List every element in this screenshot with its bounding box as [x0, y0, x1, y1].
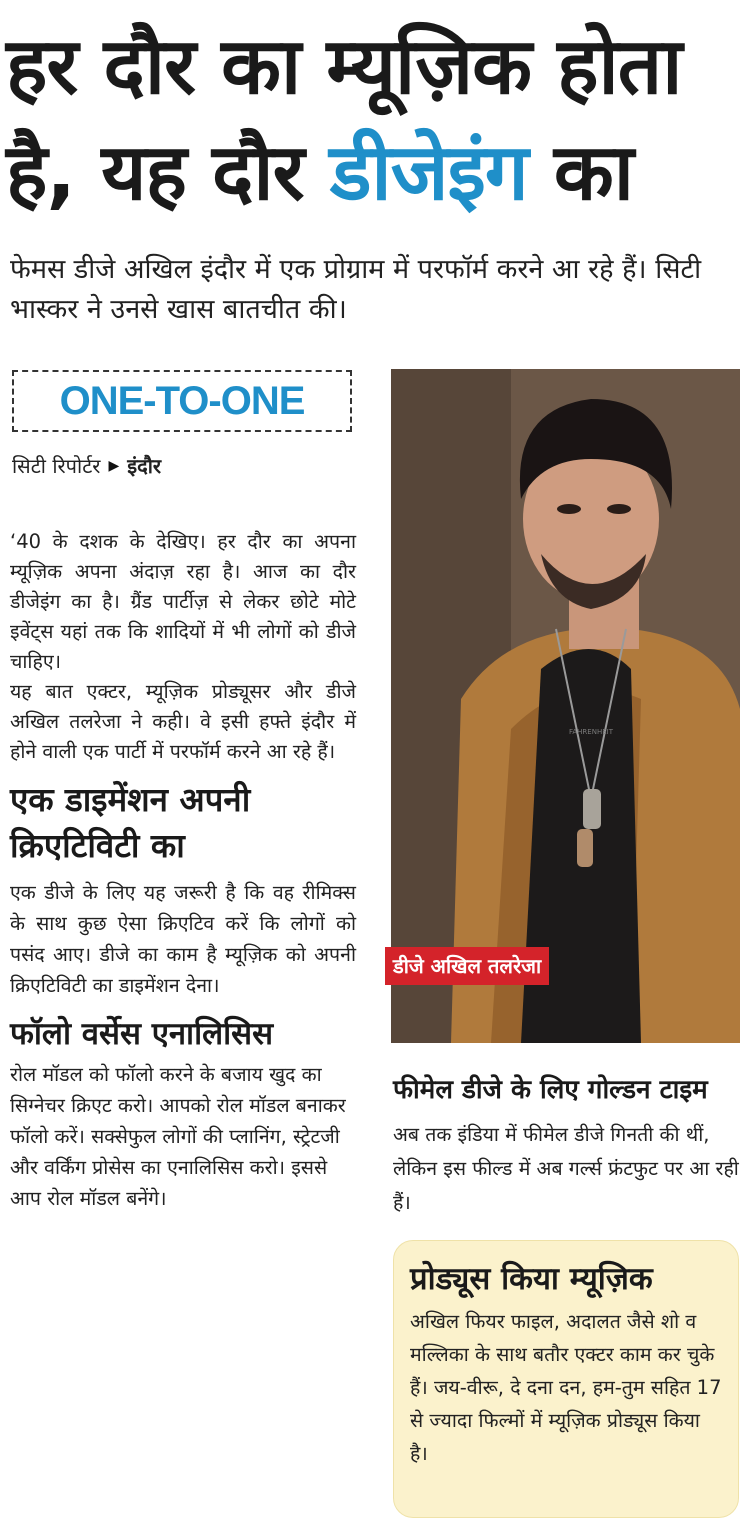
- dj-portrait-illustration: [391, 369, 740, 1043]
- play-arrow-icon: ▶: [108, 457, 120, 474]
- box-paragraph: अखिल फियर फाइल, अदालत जैसे शो व मल्लिका के साथ बतौर एक्टर काम कर चुके हैं। जय-वीरू, दे दना दन, हम-तुम सहित 17 से ज्यादा फिल्मों में म्यूज़िक प्रोड्यूस किया है।: [410, 1310, 722, 1465]
- headline-accent: डीजेइंग: [329, 128, 528, 218]
- byline-reporter: सिटी रिपोर्टर: [12, 454, 101, 478]
- body-paragraph-3: एक डीजे के लिए यह जरूरी है कि वह रीमिक्स के साथ कुछ ऐसा क्रिएटिव करें कि लोगों को पसंद आए। डीजे का काम है म्यूज़िक को अपनी क्रिएटिविटी का डाइमेंशन देना।: [10, 881, 356, 997]
- box-subhead: प्रोड्यूस किया म्यूज़िक: [410, 1261, 653, 1297]
- body-paragraph-1: ‘40 के दशक के देखिए। हर दौर का अपना म्यूज़िक अपना अंदाज़ रहा है। आज का दौर डीजेइंग का है। ग्रैंड पार्टीज़ से लेकर छोटे मोटे इवेंट्स यहां तक कि शादियों में भी लोगों को डीजे चाहिए।: [10, 530, 356, 673]
- right-paragraph: अब तक इंडिया में फीमेल डीजे गिनती की थीं, लेकिन इस फील्ड में अब गर्ल्स फ्रंटफुट पर आ रही हैं।: [393, 1123, 739, 1214]
- subhead-female-dj: फीमेल डीजे के लिए गोल्डन टाइम: [393, 1075, 708, 1105]
- headline-line1: हर दौर का म्यूज़िक होता: [6, 22, 682, 112]
- headline-line2-b: का: [527, 128, 633, 218]
- left-column: [10, 527, 356, 1214]
- byline: [12, 452, 161, 479]
- byline-city: इंदौर: [127, 454, 162, 478]
- subhead-dimension: एक डाइमेंशन अपनी क्रिएटिविटी का: [10, 780, 251, 865]
- photo-caption: डीजे अखिल तलरेजा: [385, 947, 549, 985]
- body-paragraph-2: यह बात एक्टर, म्यूज़िक प्रोड्यूसर और डीजे अखिल तलरेजा ने कही। वे इसी हफ्ते इंदौर में होने वाली एक पार्टी में परफॉर्म करने आ रहे हैं।: [10, 680, 356, 763]
- body-paragraph-4: रोल मॉडल को फॉलो करने के बजाय खुद का सिग्नेचर क्रिएट करो। आपको रोल मॉडल बनाकर फॉलो करें। सक्सेफुल लोगों की प्लानिंग, स्ट्रेटजी और वर्किंग प्रोसेस का एनालिसिस करो। इससे आप रोल मॉडल बनेंगे।: [10, 1063, 346, 1210]
- section-tag: ONE-TO-ONE: [12, 370, 352, 432]
- headline: [6, 14, 741, 226]
- tshirt-text: FAHRENHEIT: [569, 728, 613, 736]
- headline-line2-a: है, यह दौर: [6, 128, 330, 218]
- highlight-box: [393, 1240, 739, 1518]
- dj-photo: [391, 369, 740, 1043]
- right-column: [393, 1070, 739, 1220]
- subhead-follow: फॉलो वर्सेस एनालिसिस: [10, 1016, 274, 1052]
- intro-text: फेमस डीजे अखिल इंदौर में एक प्रोग्राम में परफॉर्म करने आ रहे हैं। सिटी भास्कर ने उनसे खास बातचीत की।: [10, 254, 702, 325]
